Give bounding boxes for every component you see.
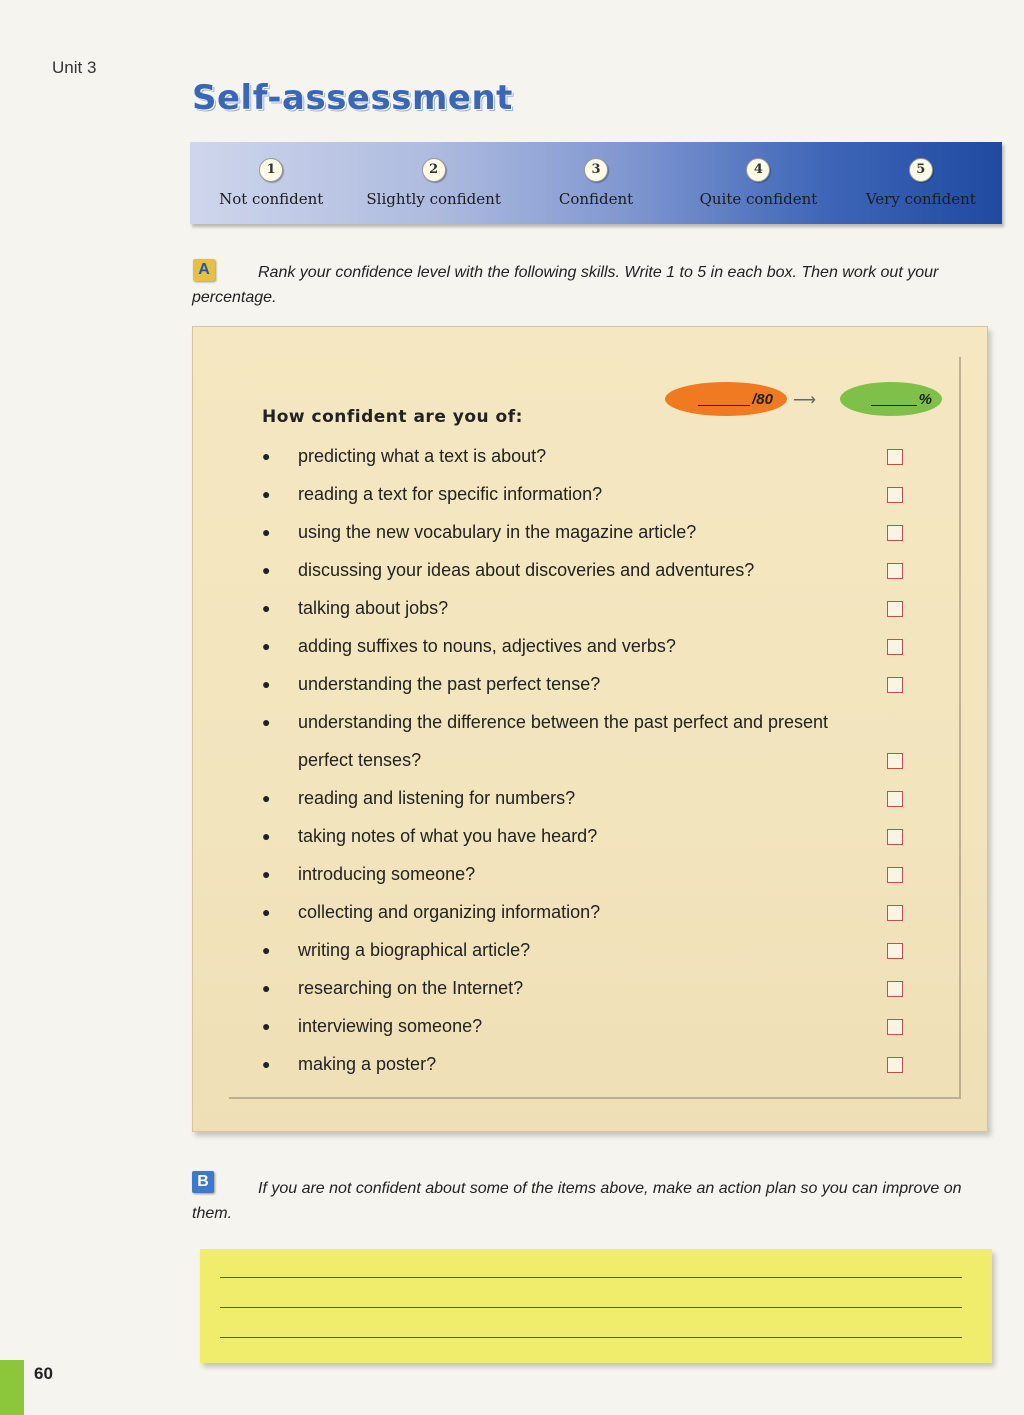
page-number: 60 (34, 1364, 53, 1383)
scale-level (677, 142, 839, 224)
question-heading: How confident are you of: (262, 407, 523, 427)
list-item (262, 779, 858, 817)
write-line[interactable] (220, 1307, 962, 1308)
rating-checkbox[interactable] (887, 487, 903, 503)
rating-checkbox[interactable] (887, 905, 903, 921)
list-item (262, 665, 858, 703)
list-item-text: making a poster? (298, 1054, 437, 1074)
rating-checkbox[interactable] (887, 525, 903, 541)
score-percent-label: % (918, 390, 932, 408)
bullet-icon: ● (262, 714, 271, 730)
list-item (262, 893, 858, 931)
list-item-text: adding suffixes to nouns, adjectives and verbs? (298, 636, 676, 656)
list-item-text: collecting and organizing information? (298, 902, 601, 922)
list-item (262, 551, 858, 589)
scale-level (190, 142, 352, 224)
scale-number: 4 (746, 158, 770, 182)
list-item (262, 513, 858, 551)
scale-level (352, 142, 514, 224)
scale-number: 3 (584, 158, 608, 182)
bullet-icon: ● (262, 448, 271, 464)
bullet-icon: ● (262, 676, 271, 692)
bullet-icon: ● (262, 828, 271, 844)
score-total-field[interactable] (665, 382, 787, 416)
list-item (262, 969, 858, 1007)
bullet-icon: ● (262, 1018, 271, 1034)
unit-label: Unit 3 (52, 58, 97, 77)
bullet-icon: ● (262, 524, 271, 540)
percent-blank (871, 393, 917, 406)
bullet-icon: ● (262, 942, 271, 958)
section-b-instruction: If you are not confident about some of the items above, make an action plan so you can improve on them. (192, 1180, 962, 1222)
action-plan-area[interactable] (200, 1249, 992, 1363)
scale-level (840, 142, 1002, 224)
section-b-badge: B (192, 1171, 214, 1193)
list-item-text: understanding the difference between the past perfect and present perfect tenses? (298, 712, 829, 770)
list-item (262, 475, 858, 513)
page-title: Self-assessment (192, 78, 513, 118)
bullet-icon: ● (262, 790, 271, 806)
list-item-text: introducing someone? (298, 864, 476, 884)
list-item (262, 817, 858, 855)
arrow-icon: ⟶ (793, 392, 816, 409)
bullet-icon: ● (262, 980, 271, 996)
bullet-icon: ● (262, 904, 271, 920)
rating-checkbox[interactable] (887, 943, 903, 959)
list-item-text: understanding the past perfect tense? (298, 674, 601, 694)
rating-checkbox[interactable] (887, 753, 903, 769)
list-item (262, 855, 858, 893)
list-item-text: writing a biographical article? (298, 940, 531, 960)
rating-checkbox[interactable] (887, 639, 903, 655)
list-item (262, 703, 858, 779)
rating-checkbox[interactable] (887, 563, 903, 579)
footer-accent-bar (0, 1360, 24, 1415)
scale-label: Very confident (865, 190, 976, 208)
write-line[interactable] (220, 1277, 962, 1278)
bullet-icon: ● (262, 638, 271, 654)
scale-label: Not confident (219, 190, 324, 208)
score-total-label: /80 (752, 390, 773, 408)
write-line[interactable] (220, 1337, 962, 1338)
rating-checkbox[interactable] (887, 1057, 903, 1073)
rating-checkbox[interactable] (887, 449, 903, 465)
list-item (262, 1007, 858, 1045)
confidence-scale (190, 142, 1002, 224)
scale-label: Confident (558, 190, 634, 208)
list-item-text: discussing your ideas about discoveries and adventures? (298, 560, 755, 580)
section-a-instruction: Rank your confidence level with the following skills. Write 1 to 5 in each box. Then work out your percentage. (192, 264, 939, 306)
score-blank (698, 393, 750, 406)
bullet-icon: ● (262, 562, 271, 578)
scale-number: 2 (422, 158, 446, 182)
rating-checkbox[interactable] (887, 677, 903, 693)
list-item-text: talking about jobs? (298, 598, 449, 618)
list-item-text: interviewing someone? (298, 1016, 483, 1036)
bullet-icon: ● (262, 866, 271, 882)
list-item-text: taking notes of what you have heard? (298, 826, 598, 846)
list-item (262, 1045, 858, 1083)
rating-checkbox[interactable] (887, 601, 903, 617)
bullet-icon: ● (262, 486, 271, 502)
bullet-icon: ● (262, 1056, 271, 1072)
rating-checkbox[interactable] (887, 791, 903, 807)
rating-checkbox[interactable] (887, 829, 903, 845)
list-item (262, 589, 858, 627)
rating-checkbox[interactable] (887, 981, 903, 997)
list-item-text: reading a text for specific information? (298, 484, 603, 504)
scale-level (515, 142, 677, 224)
score-percent-field[interactable] (840, 382, 942, 416)
list-item-text: researching on the Internet? (298, 978, 524, 998)
list-item (262, 437, 858, 475)
rating-checkbox[interactable] (887, 1019, 903, 1035)
list-item-text: using the new vocabulary in the magazine article? (298, 522, 697, 542)
rating-checkbox[interactable] (887, 867, 903, 883)
scale-number: 5 (909, 158, 933, 182)
list-item-text: reading and listening for numbers? (298, 788, 576, 808)
scale-label: Slightly confident (366, 190, 501, 208)
list-item (262, 931, 858, 969)
bullet-icon: ● (262, 600, 271, 616)
list-item (262, 627, 858, 665)
scale-number: 1 (259, 158, 283, 182)
section-a-badge: A (193, 259, 215, 281)
list-item-text: predicting what a text is about? (298, 446, 547, 466)
scale-label: Quite confident (699, 190, 818, 208)
